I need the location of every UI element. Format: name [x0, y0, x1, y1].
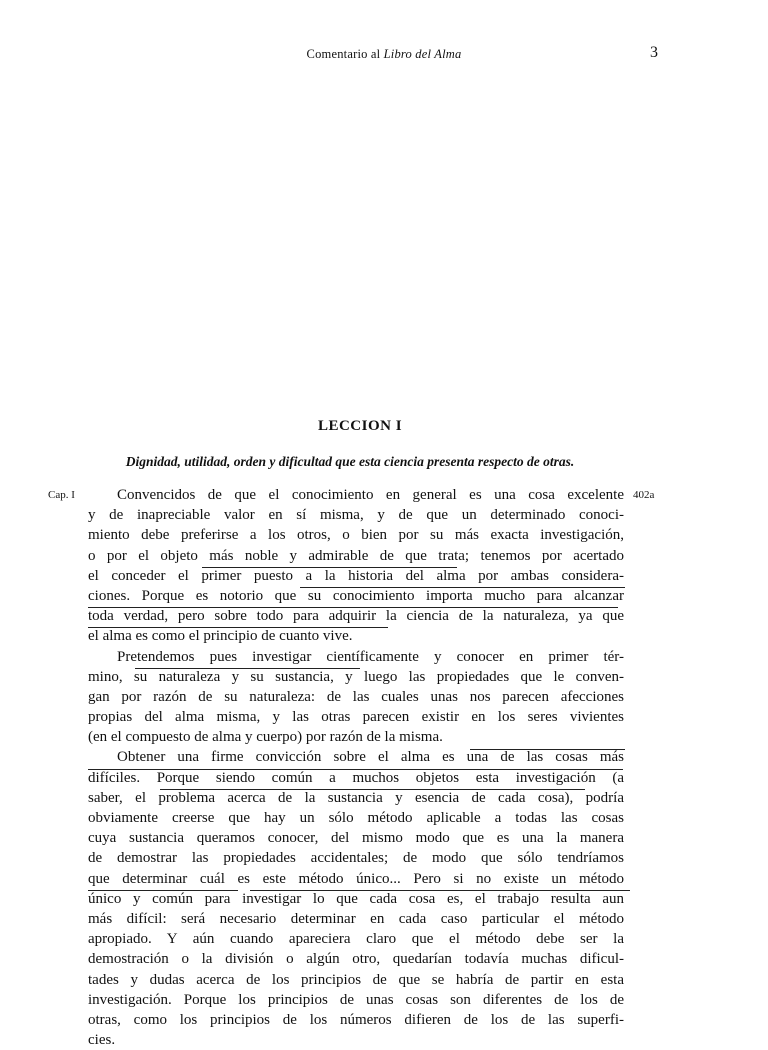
text-line: investigación. Porque los principios de unas cosas son diferentes de los de: [88, 991, 624, 1008]
handwritten-underline: [88, 607, 618, 609]
handwritten-underline: [88, 627, 388, 629]
lesson-subtitle: Dignidad, utilidad, orden y dificultad que esta ciencia presenta respecto de otras.: [125, 454, 575, 469]
text-line: que determinar cuál es este método único... Pero si no existe un método: [88, 870, 624, 887]
text-line: tades y dudas acerca de los principios de que se habría de partir en esta: [88, 971, 624, 988]
text-line: apropiado. Y aún cuando apareciera claro que el método debe ser la: [88, 931, 624, 948]
text-line: cuya sustancia queramos conocer, del mismo modo que es una la manera: [88, 830, 624, 847]
text-line: ciones. Porque es notorio que su conocimiento importa mucho para alcanzar: [88, 587, 624, 604]
text-line: de demostrar las propiedades accidentales; de modo que sólo tendríamos: [88, 850, 624, 867]
text-line: (en el compuesto de alma y cuerpo) por razón de la misma.: [88, 729, 443, 746]
text-line: Obtener una firme convicción sobre el alma es una de las cosas más: [117, 749, 624, 766]
text-line: miento debe preferirse a los otros, o bien por su más exacta investigación,: [88, 527, 624, 544]
text-line: cies.: [88, 1032, 116, 1049]
running-head-text: Comentario al: [306, 47, 384, 61]
text-line: el conceder el primer puesto a la historia del alma por ambas considera-: [88, 567, 624, 584]
handwritten-underline: [202, 567, 457, 569]
lesson-title: LECCION I: [317, 418, 403, 434]
chapter-margin-note: Cap. I: [48, 489, 75, 501]
text-line: demostración o la división o algún otro, quedarían todavía muchas dificul-: [88, 951, 624, 968]
text-line: el alma es como el principio de cuanto vive.: [88, 628, 353, 645]
text-line: más difícil: será necesario determinar en cada caso particular el método: [88, 910, 624, 927]
bekker-margin-note: 402a: [633, 489, 655, 501]
handwritten-underline: [88, 890, 238, 892]
text-line: saber, el problema acerca de la sustancia y esencia de cada cosa), podría: [88, 789, 624, 806]
body-text: [88, 485, 624, 1050]
text-line: difíciles. Porque siendo común a muchos objetos esta investigación (a: [88, 769, 624, 786]
text-line: Convencidos de que el conocimiento en general es una cosa excelente: [117, 487, 624, 503]
text-line: otras, como los principios de los números difieren de los de las superfi-: [88, 1011, 624, 1028]
handwritten-underline: [135, 668, 360, 670]
text-line: único y común para investigar lo que cada cosa es, el trabajo resulta aun: [88, 890, 624, 907]
text-line: y de inapreciable valor en sí misma, y de que un determinado conoci-: [88, 507, 624, 524]
handwritten-underline: [250, 890, 630, 892]
text-line: o por el objeto más noble y admirable de que trata; tenemos por acertado: [88, 547, 624, 564]
text-line: obviamente creerse que hay un sólo método aplicable a todas las cosas: [88, 810, 624, 826]
handwritten-underline: [88, 769, 623, 771]
text-line: mino, su naturaleza y su sustancia, y luego las propiedades que le conven-: [88, 668, 624, 685]
text-line: gan por razón de su naturaleza: de las cuales unas nos parecen afecciones: [88, 688, 624, 705]
text-line: propias del alma misma, y las otras parecen existir en los seres vivientes: [88, 709, 624, 726]
handwritten-underline: [470, 749, 625, 751]
text-line: Pretendemos pues investigar científicamente y conocer en primer tér-: [117, 648, 624, 665]
running-head-book-title: Libro del Alma: [383, 47, 462, 61]
handwritten-underline: [160, 789, 585, 791]
handwritten-underline: [300, 587, 625, 589]
text-line: toda verdad, pero sobre todo para adquirir la ciencia de la naturaleza, ya que: [88, 608, 624, 625]
page-number: 3: [650, 44, 658, 61]
